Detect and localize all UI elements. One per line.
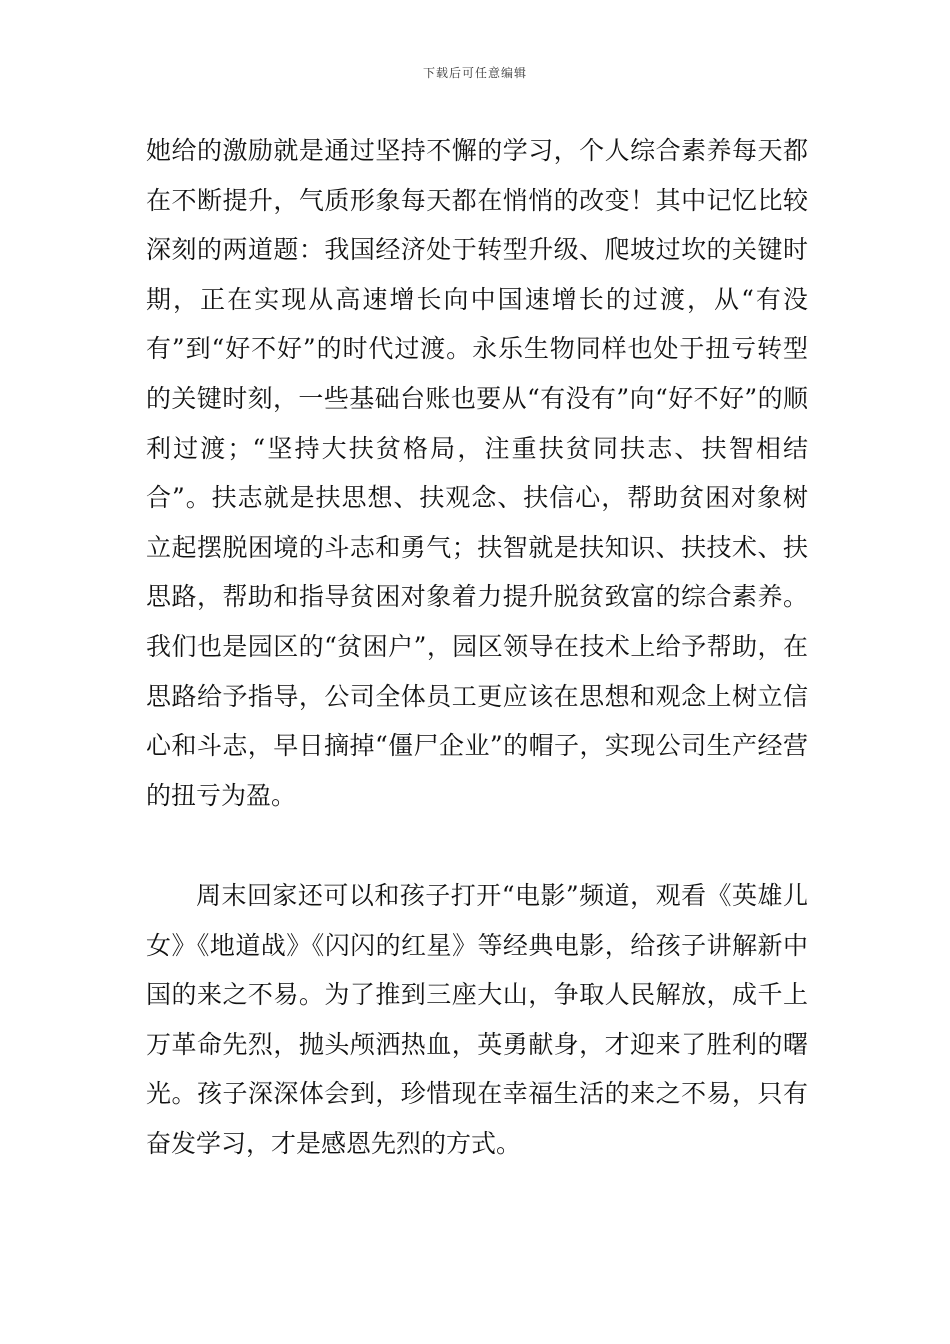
page-header: 下载后可任意编辑 bbox=[422, 66, 527, 80]
body-paragraph-2: 周末回家还可以和孩子打开“电影”频道，观看《英雄儿女》《地道战》《闪闪的红星》等经典电影，给孩子讲解新中国的来之不易。为了推到三座大山，争取人民解放，成千上万革命先烈，抛头颅洒热血，英勇献身，才迎来了胜利的曙光。孩子深深体会到，珍惜现在幸福生活的来之不易，只有奋发学习，才是感恩先烈的方式。 bbox=[146, 881, 808, 1158]
body-paragraph-1: 她给的激励就是通过坚持不懈的学习，个人综合素养每天都在不断提升，气质形象每天都在悄悄的改变！其中记忆比较深刻的两道题：我国经济处于转型升级、爬坡过坎的关键时期，正在实现从高速增长向中国速增长的过渡，从“有没有”到“好不好”的时代过渡。永乐生物同样也处于扭亏转型的关键时刻，一些基础台账也要从“有没有”向“好不好”的顺利过渡；“坚持大扶贫格局，注重扶贫同扶志、扶智相结合”。扶志就是扶思想、扶观念、扶信心，帮助贫困对象树立起摆脱困境的斗志和勇气；扶智就是扶知识、扶技术、扶思路，帮助和指导贫困对象着力提升脱贫致富的综合素养。我们也是园区的“贫困户”，园区领导在技术上给予帮助，在思路给予指导，公司全体员工更应该在思想和观念上树立信心和斗志，早日摘掉“僵尸企业”的帽子，实现公司生产经营的扭亏为盈。 bbox=[146, 136, 808, 810]
